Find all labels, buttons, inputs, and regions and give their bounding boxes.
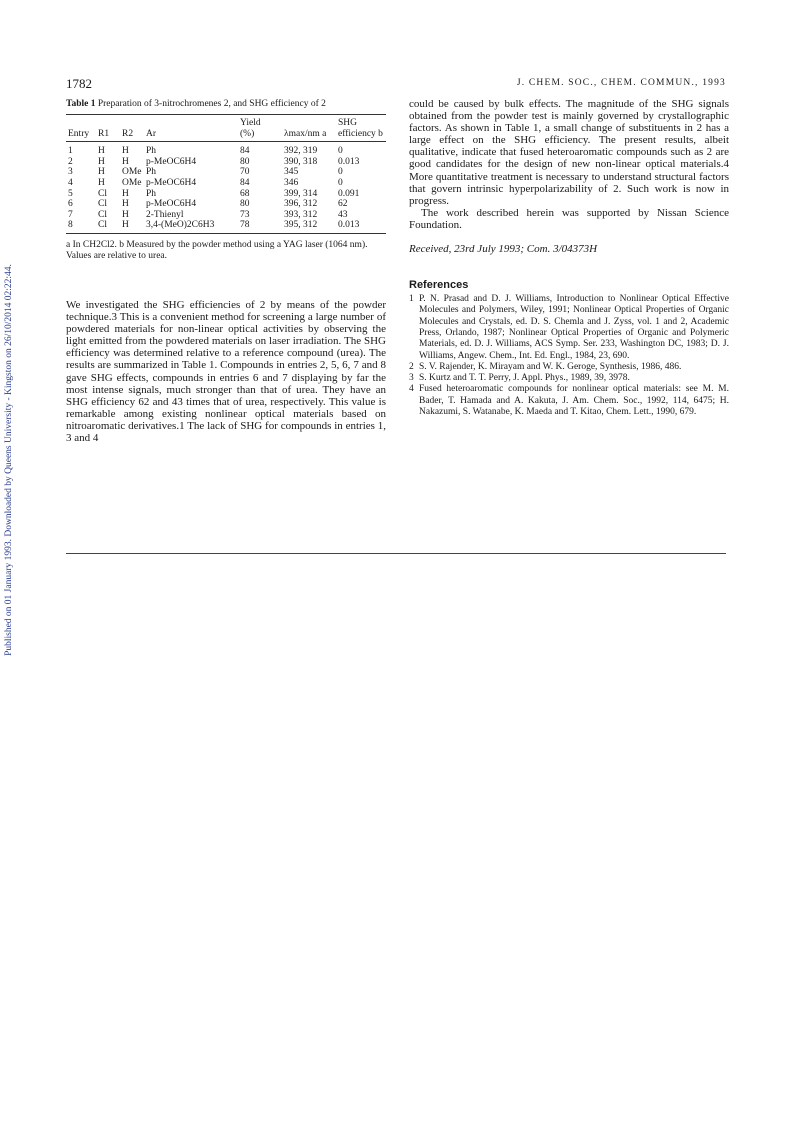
table-row (66, 157, 386, 168)
table-row (66, 142, 386, 157)
cell-entry: 5 (68, 188, 73, 199)
cell-r2: H (122, 199, 129, 210)
table-row (66, 178, 386, 189)
cell-shg: 0.013 (336, 220, 386, 233)
table-row (66, 167, 386, 178)
cell-ar: p-MeOC6H4 (146, 177, 197, 188)
cell-ar: 3,4-(MeO)2C6H3 (144, 220, 238, 233)
cell-ar: p-MeOC6H4 (146, 156, 197, 167)
cell-entry: 6 (68, 199, 73, 210)
left-column (66, 98, 386, 444)
cell-r1: Cl (96, 220, 120, 233)
cell-lmax: 346 (284, 177, 299, 188)
cell-r1: H (98, 156, 105, 167)
cell-shg: 62 (338, 199, 348, 210)
cell-r1: Cl (98, 199, 107, 210)
cell-shg: 0 (338, 146, 343, 157)
col-header-r1: R1 (96, 129, 120, 142)
cell-r2: H (120, 220, 144, 233)
table-caption (66, 98, 386, 110)
cell-ar: 2-Thienyl (146, 209, 184, 220)
results-table (66, 114, 386, 234)
reference-text: P. N. Prasad and D. J. Williams, Introduction to Nonlinear Optical Effective Molecules and Polymers, Wiley, 1991; Nonlinear Optical Properties of Organic Molecules and Crystals, ed. D. S. Chemla and J. Zyss, vol. 1 and 2, Academic Press, Orlando, 1987; Nonlinear Optical Properties of Organic and Polymeric Materials, ed. D. J. Williams, ACS Symp. Ser. 233, Washington DC, 1983; D. J. Williams, Angew. Chem., Int. Ed. Engl., 1984, 23, 690. (419, 294, 729, 361)
table-row (66, 199, 386, 210)
reference-number: 3 (409, 373, 414, 384)
cell-lmax: 396, 312 (284, 199, 318, 210)
cell-yield: 68 (240, 188, 250, 199)
received-date: Received, 23rd July 1993; Com. 3/04373H (409, 243, 598, 256)
cell-r2: H (122, 188, 129, 199)
acknowledgement-paragraph: The work described herein was supported by Nissan Science Foundation. (409, 206, 729, 231)
cell-entry: 7 (68, 209, 73, 220)
cell-ar: Ph (146, 146, 157, 157)
cell-r2: OMe (122, 167, 142, 178)
cell-entry: 1 (68, 146, 73, 157)
cell-shg: 43 (338, 209, 348, 220)
col-header-shg-2: efficiency b (336, 129, 386, 142)
cell-yield: 84 (240, 177, 250, 188)
table-caption-text: Preparation of 3-nitrochromenes 2, and SHG efficiency of 2 (97, 99, 326, 109)
cell-r1: H (98, 146, 105, 157)
cell-r2: H (122, 156, 129, 167)
table-footnote: a In CH2Cl2. b Measured by the powder method using a YAG laser (1064 nm). Values are relative to urea. (66, 239, 368, 262)
body-paragraph-left: We investigated the SHG efficiencies of 2 by means of the powder technique.3 This is a convenient method for screening a large number of powdered materials for non-linear optical activities by observing the light emitted from the powdered materials on laser irradiation. The SHG efficiency was determined relative to a reference compound (urea). The results are summarized in Table 1. Compounds in entries 2, 5, 6, 7 and 8 gave SHG effects, compounds in entries 6 and 7 displaying by far the most intense signals, much stronger than that of urea. They have an SHG efficiency 62 and 43 times that of urea, respectively. This value is remarkable among existing nonlinear optical materials based on nitroaromatic derivatives.1 The lack of SHG for compounds in entries 1, 3 and 4 (66, 298, 386, 444)
cell-r2: OMe (122, 177, 142, 188)
cell-yield: 80 (240, 156, 250, 167)
table-row (66, 210, 386, 221)
reference-number: 2 (409, 361, 414, 372)
cell-entry: 8 (66, 220, 96, 233)
col-header-shg-1: SHG (338, 118, 358, 128)
reference-text: S. V. Rajender, K. Mirayam and W. K. Geroge, Synthesis, 1986, 486. (419, 361, 682, 372)
bottom-divider (66, 553, 726, 554)
reference-item (409, 294, 729, 362)
reference-number: 1 (409, 294, 414, 305)
cell-r2: H (122, 209, 129, 220)
cell-entry: 4 (68, 177, 73, 188)
reference-item (409, 384, 729, 418)
table-row (66, 189, 386, 200)
cell-yield: 73 (240, 209, 250, 220)
cell-yield: 78 (238, 220, 282, 233)
download-watermark (2, 230, 16, 690)
col-header-yield-2: (%) (238, 129, 282, 142)
cell-entry: 3 (68, 167, 73, 178)
reference-text: S. Kurtz and T. T. Perry, J. Appl. Phys., 1989, 39, 3978. (419, 373, 630, 384)
references-heading: References (409, 279, 469, 292)
cell-lmax: 345 (284, 167, 299, 178)
right-column (409, 98, 729, 418)
cell-shg: 0.091 (338, 188, 360, 199)
cell-lmax: 390, 318 (284, 156, 318, 167)
running-head: J. CHEM. SOC., CHEM. COMMUN., 1993 (516, 78, 726, 88)
body-paragraph-right-1: could be caused by bulk effects. The magnitude of the SHG signals obtained from the powder test is mainly governed by crystallographic factors. As shown in Table 1, a small change of substituents in 2 has a large effect on the SHG efficiency. The present results, albeit qualitative, indicate that fused heteroaromatic compounds such as 2 are good candidates for the design of new non-linear optical materials.4 More quantitative treatment is necessary to understand structural factors that govern intrinsic hyperpolarizability of 2. Such work is now in progress. (409, 98, 729, 207)
download-watermark-text: Published on 01 January 1993. Downloaded by Queens University - Kingston on 26/10/2014 02:22:44. (4, 264, 14, 656)
cell-r1: Cl (98, 188, 107, 199)
cell-ar: p-MeOC6H4 (146, 199, 197, 210)
col-header-lmax: λmax/nm a (282, 129, 336, 142)
cell-entry: 2 (68, 156, 73, 167)
cell-lmax: 395, 312 (282, 220, 336, 233)
reference-number: 4 (409, 384, 414, 395)
cell-shg: 0 (338, 177, 343, 188)
reference-item (409, 362, 729, 373)
cell-yield: 84 (240, 146, 250, 157)
page-number: 1782 (66, 76, 92, 91)
cell-lmax: 392, 319 (284, 146, 318, 157)
reference-item (409, 373, 729, 384)
cell-r1: Cl (98, 209, 107, 220)
col-header-r2: R2 (120, 129, 144, 142)
table-caption-label: Table 1 (66, 99, 96, 109)
cell-shg: 0.013 (338, 156, 360, 167)
reference-text: Fused heteroaromatic compounds for nonlinear optical materials: see M. M. Bader, T. Hamada and A. Kakuta, J. Am. Chem. Soc., 1992, 114, 6475; H. Nakazumi, S. Watanabe, K. Maeda and T. Kitao, Chem. Lett., 1990, 679. (419, 384, 729, 417)
cell-r1: H (98, 167, 105, 178)
cell-lmax: 399, 314 (284, 188, 318, 199)
col-header-entry: Entry (66, 129, 96, 142)
table-row (66, 220, 386, 233)
cell-yield: 70 (240, 167, 250, 178)
cell-lmax: 393, 312 (284, 209, 318, 220)
col-header-ar: Ar (144, 129, 238, 142)
cell-ar: Ph (146, 188, 157, 199)
cell-r1: H (98, 177, 105, 188)
cell-yield: 80 (240, 199, 250, 210)
cell-r2: H (122, 146, 129, 157)
cell-ar: Ph (146, 167, 157, 178)
col-header-yield-1: Yield (240, 118, 261, 128)
cell-shg: 0 (338, 167, 343, 178)
